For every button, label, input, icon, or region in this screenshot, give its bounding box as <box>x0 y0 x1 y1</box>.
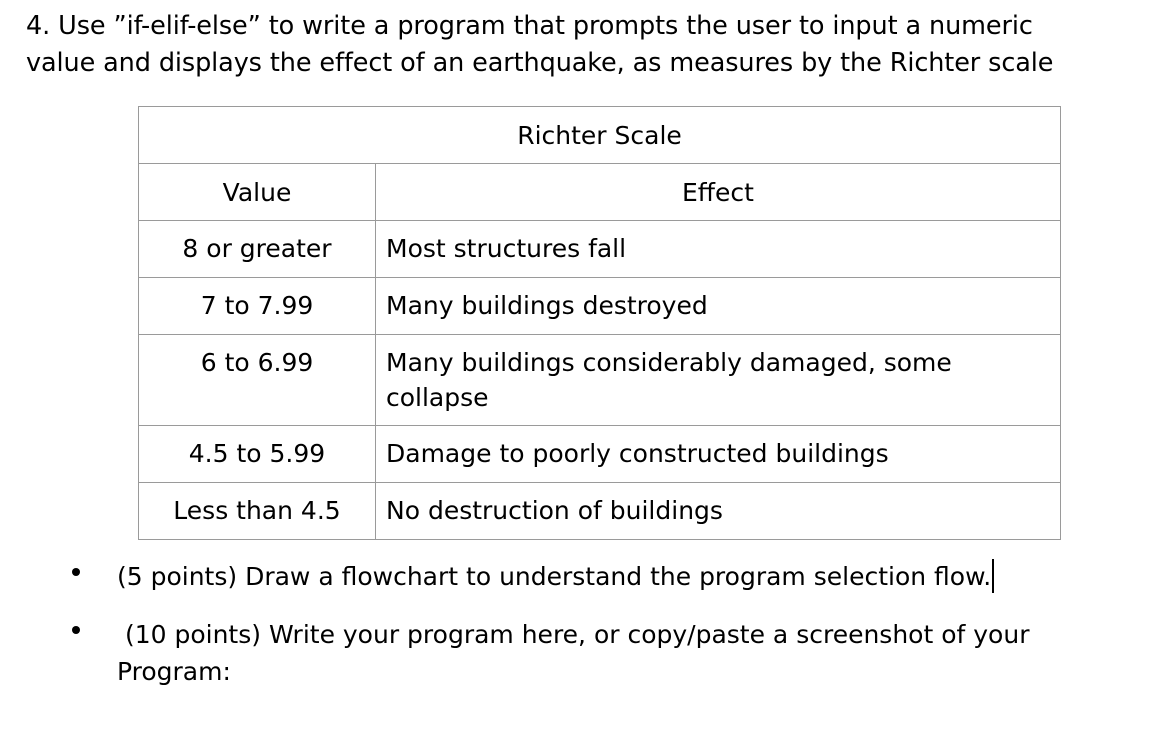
row-effect <box>376 221 1061 278</box>
richter-scale-table <box>138 106 1061 540</box>
row-value: Less than 4.5 <box>139 483 376 540</box>
bullet-text-program[interactable] <box>117 616 1029 653</box>
header-value: Value <box>139 164 376 221</box>
effect-line: Many buildings destroyed <box>386 291 708 320</box>
row-value: 8 or greater <box>139 221 376 278</box>
bullet-icon <box>72 626 80 634</box>
bullet-line: Program: <box>117 657 231 686</box>
question-line-1: 4. Use ”if-elif-else” to write a program that prompts the user to input a numeric <box>26 11 1033 41</box>
row-effect <box>376 278 1061 335</box>
effect-line: Damage to poorly constructed buildings <box>386 439 889 468</box>
bullet-text-flowchart[interactable] <box>117 558 994 595</box>
row-effect <box>376 335 1061 426</box>
bullet-text-program-cont[interactable] <box>117 653 231 690</box>
effect-line: No destruction of buildings <box>386 496 723 525</box>
row-value: 6 to 6.99 <box>139 335 376 426</box>
header-effect: Effect <box>376 164 1061 221</box>
bullet-line: (10 points) Write your program here, or copy/paste a screenshot of your <box>117 620 1030 649</box>
table-row <box>139 278 1061 335</box>
row-value: 7 to 7.99 <box>139 278 376 335</box>
text-cursor-icon <box>992 559 994 593</box>
table-row <box>139 221 1061 278</box>
row-effect <box>376 426 1061 483</box>
row-effect <box>376 483 1061 540</box>
question-text <box>26 8 1136 82</box>
bullet-line: (5 points) Draw a flowchart to understand the program selection flow. <box>117 562 992 591</box>
bullet-icon <box>72 568 80 576</box>
table-row <box>139 335 1061 426</box>
table-row <box>139 426 1061 483</box>
table-row <box>139 483 1061 540</box>
table-title: Richter Scale <box>139 107 1061 164</box>
row-value: 4.5 to 5.99 <box>139 426 376 483</box>
effect-line: Many buildings considerably damaged, some <box>386 348 952 377</box>
effect-line: Most structures fall <box>386 234 627 263</box>
effect-line: collapse <box>386 383 489 412</box>
question-line-2: value and displays the effect of an earthquake, as measures by the Richter scale <box>26 48 1054 78</box>
